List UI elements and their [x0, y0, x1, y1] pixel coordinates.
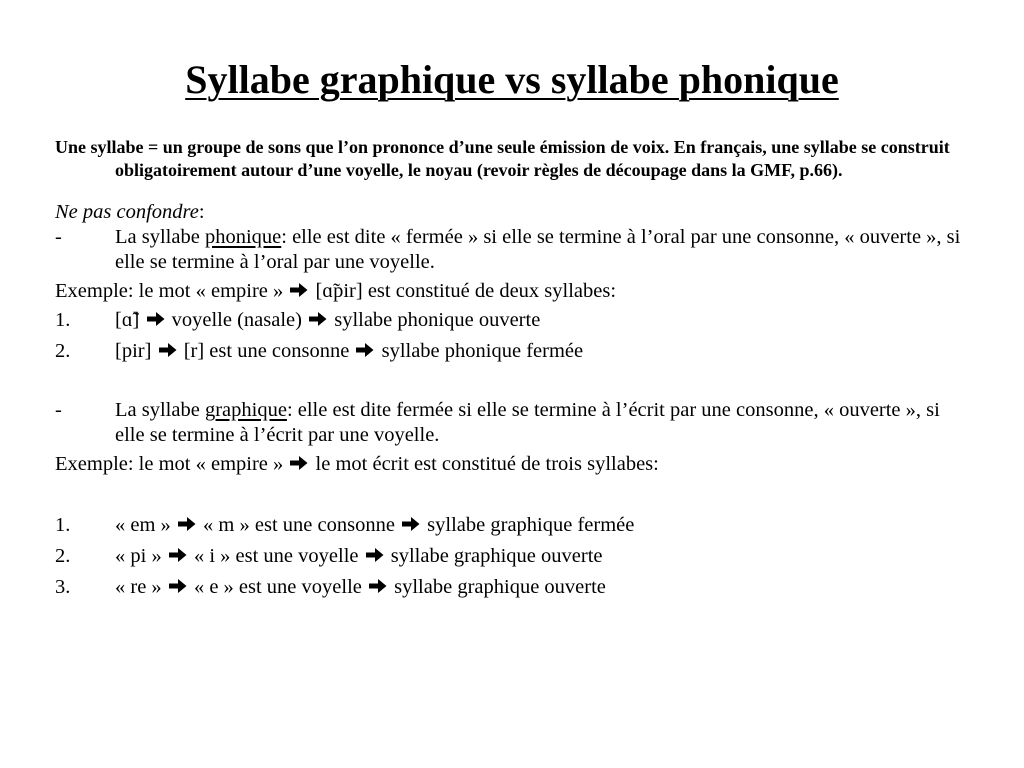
slide-content: [55, 136, 965, 600]
list-item-b: « i » est une voyelle: [193, 545, 359, 567]
list-item-a: « pi »: [115, 545, 162, 567]
list-item-a: [pir]: [115, 340, 152, 362]
bullet-marker: -: [55, 226, 62, 248]
graphique-list-item: [55, 575, 965, 600]
list-item-c: syllabe phonique fermée: [381, 340, 584, 362]
arrow-icon: [169, 578, 187, 594]
intro-colon: :: [198, 201, 205, 223]
list-item-b: « m » est une consonne: [203, 514, 395, 536]
graphique-pre: La syllabe: [115, 399, 205, 421]
syllable-definition: Une syllabe = un groupe de sons que l’on prononce d’une seule émission de voix. En français, une syllabe se construit obligatoirement autour d’une voyelle, le noyau (revoir règles de découpage dans la GMF, p.66).: [55, 137, 950, 180]
list-item-c: syllabe graphique fermée: [427, 514, 635, 536]
list-text: [115, 308, 965, 333]
intro-line: [55, 200, 965, 225]
graphique-example-b: le mot écrit est constitué de trois syllabes:: [315, 453, 659, 475]
graphique-example-a: Exemple: le mot « empire »: [55, 453, 284, 475]
list-number: 3.: [55, 576, 71, 598]
phonique-post: : elle est dite « fermée » si elle se termine à l’oral par une consonne, « ouverte », si elle se termine à l’oral par une voyelle.: [115, 226, 961, 273]
slide-title: Syllabe graphique vs syllabe phonique: [185, 57, 839, 102]
list-text: [115, 544, 965, 569]
arrow-icon: [356, 342, 374, 358]
graphique-bullet: [55, 398, 965, 448]
intro-italic: Ne pas confondre: [55, 201, 199, 223]
arrow-icon: [169, 547, 187, 563]
phonique-text: [115, 225, 965, 275]
phonique-term: phonique: [204, 226, 282, 248]
list-item-b: « e » est une voyelle: [193, 576, 362, 598]
arrow-icon: [159, 342, 177, 358]
arrow-icon: [366, 547, 384, 563]
graphique-list-item: [55, 513, 965, 538]
list-item-a: [ɑ̃]: [115, 309, 140, 331]
phonique-list-item: [55, 339, 965, 364]
list-number: 1.: [55, 309, 71, 331]
list-number: 2.: [55, 340, 71, 362]
graphique-term: graphique: [204, 399, 287, 421]
list-item-c: syllabe graphique ouverte: [390, 545, 603, 567]
graphique-list-item: [55, 544, 965, 569]
list-text: [115, 575, 965, 600]
graphique-post: : elle est dite fermée si elle se termine à l’écrit par une consonne, « ouverte », si elle se termine à l’écrit par une voyelle.: [115, 399, 940, 446]
arrow-icon: [290, 455, 308, 471]
list-item-c: syllabe phonique ouverte: [334, 309, 541, 331]
list-number: 2.: [55, 545, 71, 567]
list-text: [115, 339, 965, 364]
list-item-a: « re »: [115, 576, 162, 598]
arrow-icon: [290, 282, 308, 298]
phonique-bullet: [55, 225, 965, 275]
list-number: 1.: [55, 514, 71, 536]
graphique-text: [115, 398, 965, 448]
phonique-example-a: Exemple: le mot « empire »: [55, 280, 284, 302]
list-item-b: [r] est une consonne: [183, 340, 350, 362]
phonique-example: [55, 279, 965, 304]
list-item-a: « em »: [115, 514, 171, 536]
list-text: [115, 513, 965, 538]
arrow-icon: [147, 311, 165, 327]
list-item-c: syllabe graphique ouverte: [394, 576, 606, 598]
phonique-example-b: [ɑ̃pir] est constitué de deux syllabes:: [315, 280, 617, 302]
graphique-example: [55, 452, 965, 477]
arrow-icon: [402, 516, 420, 532]
arrow-icon: [178, 516, 196, 532]
arrow-icon: [309, 311, 327, 327]
phonique-pre: La syllabe: [115, 226, 205, 248]
list-item-b: voyelle (nasale): [171, 309, 302, 331]
phonique-list-item: [55, 308, 965, 333]
bullet-marker: -: [55, 399, 62, 421]
arrow-icon: [369, 578, 387, 594]
